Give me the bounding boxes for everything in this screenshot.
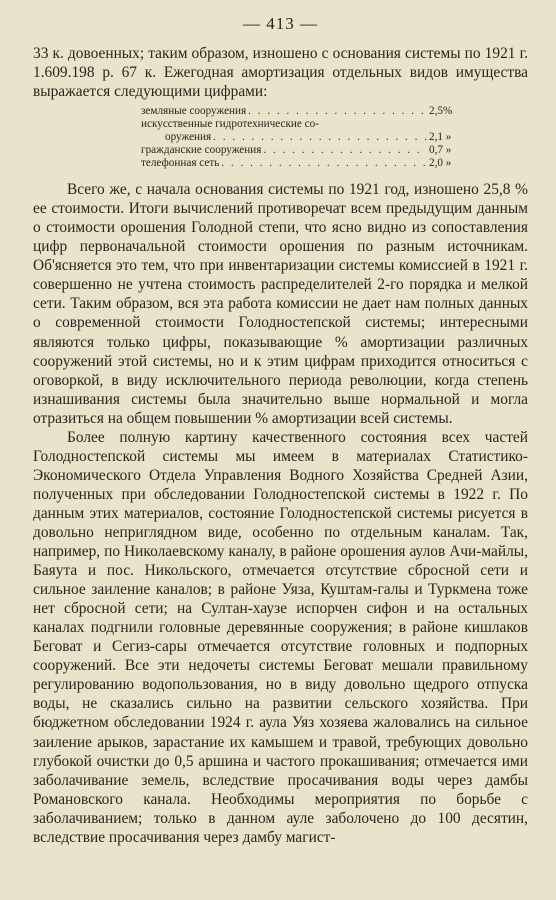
amortization-table — [141, 105, 481, 170]
table-row — [141, 105, 481, 118]
table-row — [141, 157, 481, 170]
table-row — [141, 131, 481, 144]
row-value: 0,7 » — [429, 144, 452, 157]
page-number: — 413 — — [243, 14, 318, 33]
leader-dots — [263, 144, 427, 157]
row-value: 2,5% — [429, 105, 453, 118]
table-row — [141, 118, 481, 131]
leader-dots — [213, 131, 427, 144]
row-value: 2,0 » — [429, 157, 452, 170]
row-name: земляные сооружения — [141, 105, 247, 118]
intro-paragraph: 33 к. довоенных; таким образом, изношено с основания системы по 1921 г. 1.609.198 р. 67 к. Ежегодная амортизация отдельных видов имущества выражается следующими цифрами: — [33, 45, 528, 101]
row-name: телефонная сеть — [141, 157, 220, 170]
paragraph-system-condition: Более полную картину качественного состояния всех частей Голодностепской системы мы имеем в материалах Статистико-Экономического Отдела Управления Водного Хозяйства Средней Азии, полученных при обследовании Голодностепской системы в 1922 г. По данным этих материалов, состояние Голодностепской системы рисуется в довольно неприглядном виде, особенно по отдельным каналам. Так, например, по Николаевскому каналу, в районе орошения аулов Ачи-майлы, Баяута и пос. Никольского, отмечается отсутствие сбросной сети и сильное заиление каналов; в районе Уяза, Куштам-галы и Туркмена тоже нет сбросной сети; на Султан-хаузе испорчен сифон и на остальных каналах подгнили головные деревянные сооружения; в районе кишлаков Беговат и Сегиз-сары отмечается отсутствие головных и подпорных сооружений. Все эти недочеты системы Беговат мешали правильному регулированию водопользования, но в виду довольно щедрого отпуска воды, не сказались сильно на развитии сельского хозяйства. При бюджетном обследовании 1924 г. аула Уяз хозяева жаловались на сильное заиление арыков, зарастание их камышем и травой, требующих довольно глубокой очистки до 0,5 аршина и частого прокашивания; отмечается ими заболачивание земель, вследствие просачивания воды через дамбы Романовского канала. Необходимы мероприятия по борьбе с заболачиванием; только в данном ауле заболочено до 100 десятин, вследствие просачивания через дамбу магист- — [33, 428, 528, 846]
row-name: гражданские сооружения — [141, 144, 262, 157]
paragraph-amortization-summary: Всего же, с начала основания системы по 1921 год, изношено 25,8 % ее стоимости. Итоги вычислений противоречат всем предыдущим данным о стоимости орошения Голодной степи, что ясно видно из сопоставления цифр первоначальной стоимости орошения по разным источникам. Об'ясняется это тем, что при инвентаризации системы комиссией в 1921 г. совершенно не учтена стоимость распределителей 2-го порядка и мелкой сети. Таким образом, вся эта работа комиссии не дает нам полных данных о современной стоимости Голодностепской системы; интересными являются только цифры, показывающие % амортизации различных сооружений этой системы, но и к этим цифрам приходится относиться с оговоркой, в виду исключительного периода революции, когда степень изнашивания системы была значительно выше нормальной и могла отразиться на общем повышении % амортизации всей системы. — [33, 181, 528, 427]
row-name: искусственные гидротехнические со- — [141, 118, 319, 131]
leader-dots — [248, 105, 427, 118]
leader-dots — [221, 157, 427, 170]
row-value: 2,1 » — [429, 131, 452, 144]
row-name: оружения — [165, 131, 212, 144]
table-row — [141, 144, 481, 157]
